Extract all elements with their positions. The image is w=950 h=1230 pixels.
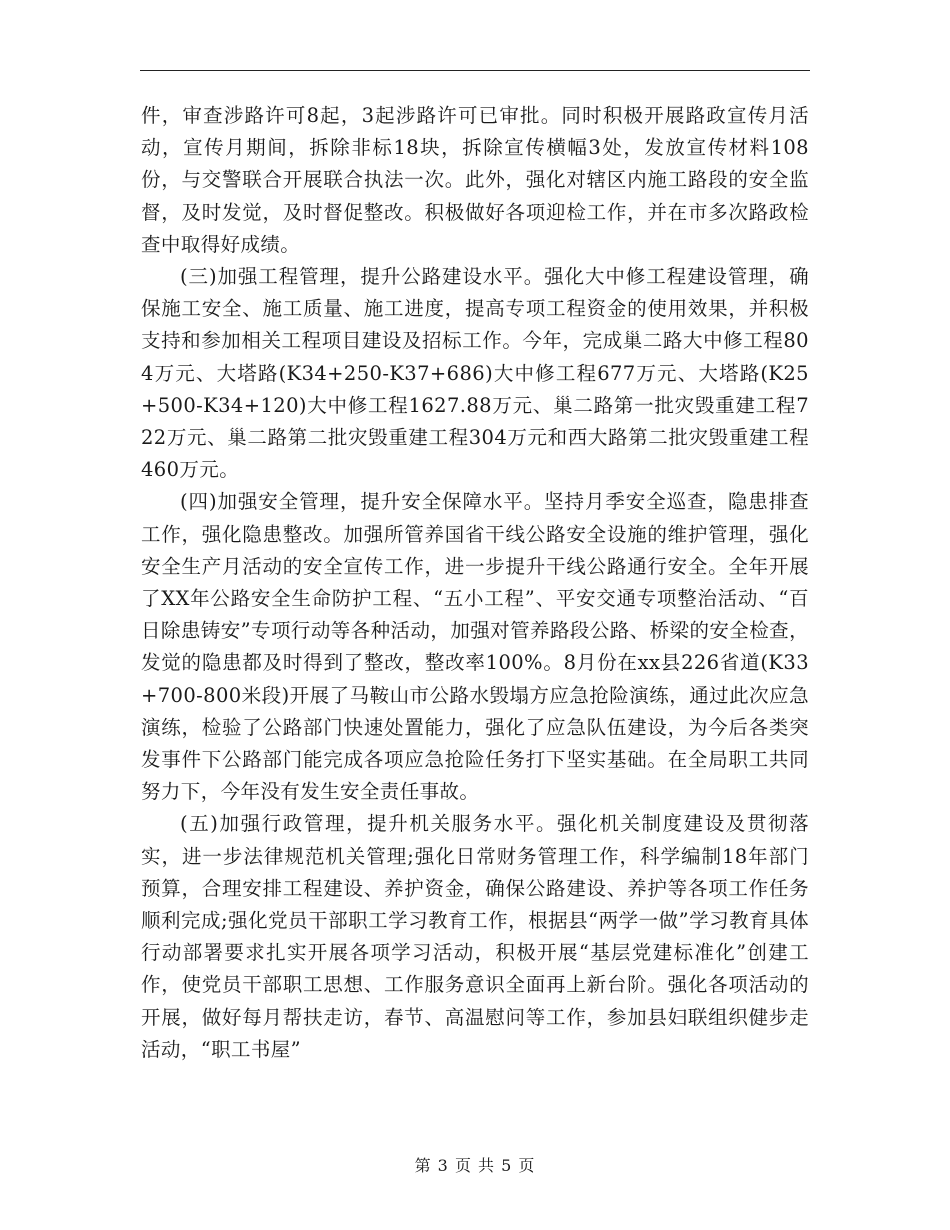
paragraph-2: (三)加强工程管理，提升公路建设水平。强化大中修工程建设管理，确保施工安全、施工质量、施工进度，提高专项工程资金的使用效果，并积极支持和参加相关工程项目建设及招标工作。今年，完成巢二路大中修工程804万元、大塔路(K34+250-K37+686)大中修工程677万元、大塔路(K25+500-K34+120)大中修工程1627.88万元、巢二路第一批灾毁重建工程722万元、巢二路第二批灾毁重建工程304万元和西大路第二批灾毁重建工程460万元。 [141, 265, 809, 482]
body-text [141, 100, 809, 1066]
paragraph-3: (四)加强安全管理，提升安全保障水平。坚持月季安全巡查，隐患排查工作，强化隐患整改。加强所管养国省干线公路安全设施的维护管理，强化安全生产月活动的安全宣传工作，进一步提升干线公路通行安全。全年开展了XX年公路安全生命防护工程、“五小工程”、平安交通专项整治活动、“百日除患铸安”专项行动等各种活动，加强对管养路段公路、桥梁的安全检查，发觉的隐患都及时得到了整改，整改率100%。8月份在xx县226省道(K33+700-800米段)开展了马鞍山市公路水毁塌方应急抢险演练，通过此次应急演练，检验了公路部门快速处置能力，强化了应急队伍建设，为今后各类突发事件下公路部门能完成各项应急抢险任务打下坚实基础。在全局职工共同努力下，今年没有发生安全责任事故。 [141, 490, 809, 804]
paragraph-4: (五)加强行政管理，提升机关服务水平。强化机关制度建设及贯彻落实，进一步法律规范机关管理;强化日常财务管理工作，科学编制18年部门预算，合理安排工程建设、养护资金，确保公路建设、养护等各项工作任务顺利完成;强化党员干部职工学习教育工作，根据县“两学一做”学习教育具体行动部署要求扎实开展各项学习活动，积极开展“基层党建标准化”创建工作，使党员干部职工思想、工作服务意识全面再上新台阶。强化各项活动的开展，做好每月帮扶走访，春节、高温慰问等工作，参加县妇联组织健步走活动，“职工书屋” [141, 812, 809, 1061]
header-rule [140, 70, 810, 71]
page-number-footer: 第 3 页 共 5 页 [414, 1156, 536, 1175]
paragraph-1: 件，审查涉路许可8起，3起涉路许可已审批。同时积极开展路政宣传月活动，宣传月期间，拆除非标18块，拆除宣传横幅3处，发放宣传材料108份，与交警联合开展联合执法一次。此外，强化对辖区内施工路段的安全监督，及时发觉，及时督促整改。积极做好各项迎检工作，并在市多次路政检查中取得好成绩。 [141, 104, 809, 256]
